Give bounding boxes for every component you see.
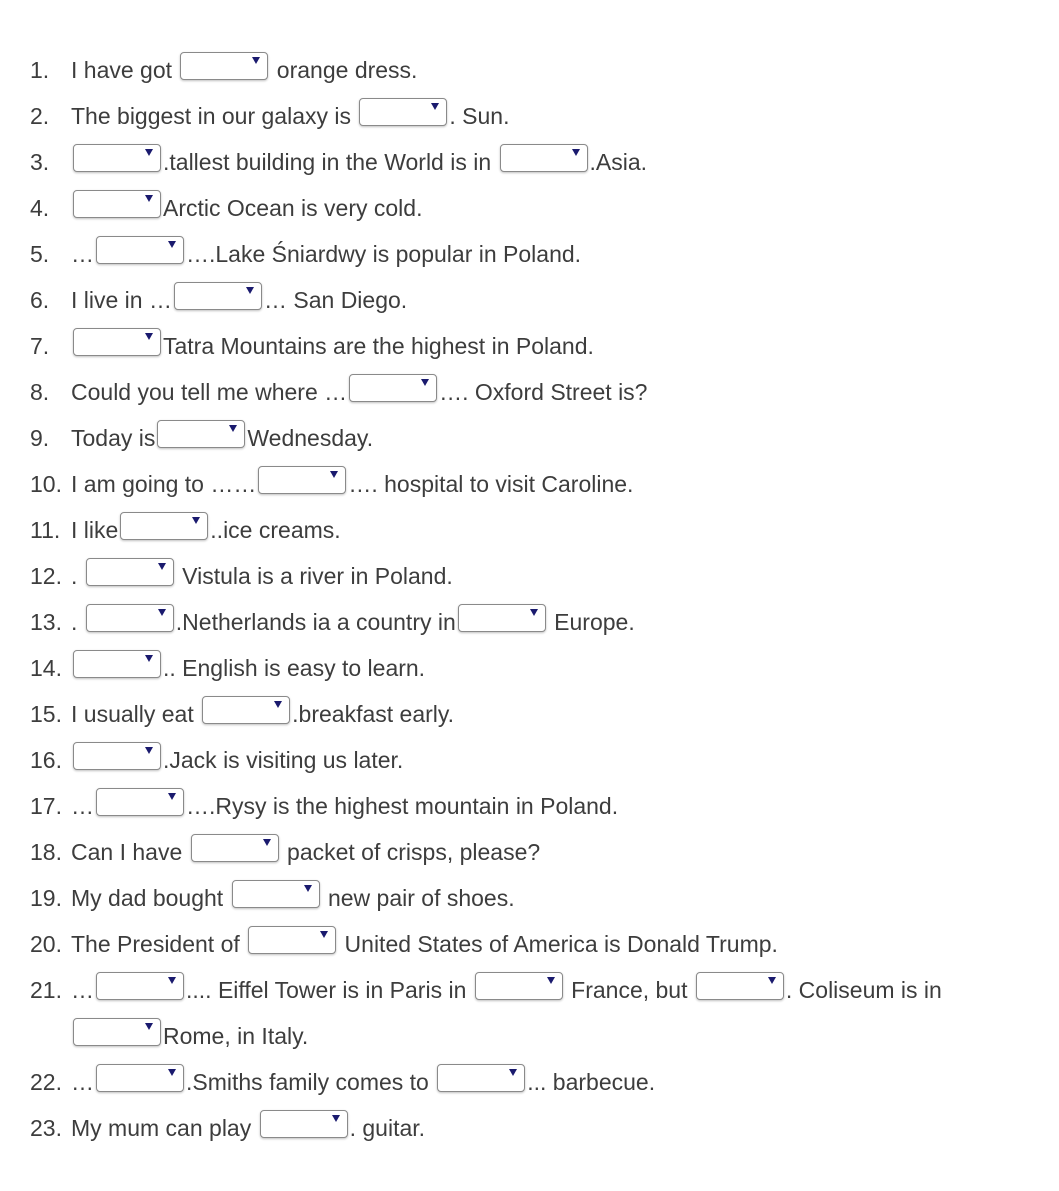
question-22 — [30, 1059, 1030, 1105]
sentence-fragment: My dad bought — [71, 885, 230, 911]
sentence-fragment: Europe. — [547, 609, 635, 635]
answer-dropdown-13-2[interactable] — [458, 604, 546, 632]
sentence-fragment: I live in … — [71, 287, 172, 313]
dropdown-arrow-icon — [145, 195, 153, 202]
dropdown-arrow-icon — [431, 103, 439, 110]
question-number: 17. — [30, 793, 62, 819]
answer-dropdown-21-1[interactable] — [96, 972, 184, 1000]
question-9 — [30, 415, 1030, 461]
question-text — [71, 323, 1011, 369]
answer-dropdown-14-1[interactable] — [73, 650, 161, 678]
question-5 — [30, 231, 1030, 277]
sentence-fragment: … — [71, 793, 94, 819]
question-number: 11. — [30, 517, 61, 543]
dropdown-arrow-icon — [145, 149, 153, 156]
question-number: 6. — [30, 287, 50, 313]
answer-dropdown-15-1[interactable] — [202, 696, 290, 724]
question-text — [71, 369, 1011, 415]
sentence-fragment: ... barbecue. — [527, 1069, 656, 1095]
sentence-fragment: . guitar. — [349, 1115, 426, 1141]
question-text — [71, 47, 1011, 93]
question-3 — [30, 139, 1030, 185]
answer-dropdown-20-1[interactable] — [248, 926, 336, 954]
sentence-fragment: … San Diego. — [263, 287, 408, 313]
dropdown-arrow-icon — [145, 655, 153, 662]
dropdown-arrow-icon — [145, 1023, 153, 1030]
answer-dropdown-12-1[interactable] — [86, 558, 174, 586]
question-number: 8. — [30, 379, 50, 405]
answer-dropdown-17-1[interactable] — [96, 788, 184, 816]
sentence-fragment: … — [71, 977, 94, 1003]
sentence-fragment: Wednesday. — [247, 425, 374, 451]
dropdown-arrow-icon — [168, 1069, 176, 1076]
question-number: 7. — [30, 333, 50, 359]
sentence-fragment: The President of — [71, 931, 247, 957]
sentence-fragment: I have got — [71, 57, 179, 83]
question-4 — [30, 185, 1030, 231]
question-text — [71, 277, 1011, 323]
question-text — [71, 921, 1011, 967]
question-text — [71, 875, 1011, 921]
question-text — [71, 185, 1011, 231]
dropdown-arrow-icon — [572, 149, 580, 156]
question-number: 12. — [30, 563, 62, 589]
answer-dropdown-5-1[interactable] — [96, 236, 184, 264]
sentence-fragment: Rome, in Italy. — [163, 1023, 309, 1049]
sentence-fragment: .Asia. — [589, 149, 648, 175]
question-14 — [30, 645, 1030, 691]
answer-dropdown-3-2[interactable] — [500, 144, 588, 172]
question-number: 4. — [30, 195, 50, 221]
sentence-fragment: .... Eiffel Tower is in Paris in — [186, 977, 473, 1003]
sentence-fragment: .Netherlands ia a country in — [175, 609, 456, 635]
question-number: 10. — [30, 471, 62, 497]
answer-dropdown-8-1[interactable] — [349, 374, 437, 402]
dropdown-arrow-icon — [274, 701, 282, 708]
question-text — [71, 553, 1011, 599]
dropdown-arrow-icon — [168, 241, 176, 248]
question-19 — [30, 875, 1030, 921]
answer-dropdown-7-1[interactable] — [73, 328, 161, 356]
sentence-fragment: . Sun. — [449, 103, 510, 129]
question-7 — [30, 323, 1030, 369]
dropdown-arrow-icon — [229, 425, 237, 432]
question-21 — [30, 967, 1030, 1059]
question-6 — [30, 277, 1030, 323]
question-text — [71, 93, 1011, 139]
answer-dropdown-19-1[interactable] — [232, 880, 320, 908]
sentence-fragment: United States of America is Donald Trump. — [338, 931, 778, 957]
sentence-fragment: I like — [71, 517, 119, 543]
sentence-fragment: Can I have — [71, 839, 189, 865]
question-number: 19. — [30, 885, 62, 911]
sentence-fragment: Vistula is a river in Poland. — [175, 563, 453, 589]
sentence-fragment: Could you tell me where … — [71, 379, 348, 405]
question-text — [71, 415, 1011, 461]
question-number: 21. — [30, 977, 62, 1003]
sentence-fragment: ..ice creams. — [210, 517, 341, 543]
dropdown-arrow-icon — [158, 563, 166, 570]
question-number: 23. — [30, 1115, 62, 1141]
question-16 — [30, 737, 1030, 783]
question-text — [71, 461, 1011, 507]
question-number: 22. — [30, 1069, 62, 1095]
answer-dropdown-4-1[interactable] — [73, 190, 161, 218]
question-number: 18. — [30, 839, 62, 865]
question-13 — [30, 599, 1030, 645]
dropdown-arrow-icon — [421, 379, 429, 386]
sentence-fragment: I am going to …… — [71, 471, 257, 497]
answer-dropdown-10-1[interactable] — [258, 466, 346, 494]
answer-dropdown-13-1[interactable] — [86, 604, 174, 632]
answer-dropdown-21-3[interactable] — [696, 972, 784, 1000]
dropdown-arrow-icon — [332, 1115, 340, 1122]
sentence-fragment: .. English is easy to learn. — [163, 655, 426, 681]
sentence-fragment: . — [71, 609, 84, 635]
answer-dropdown-18-1[interactable] — [191, 834, 279, 862]
dropdown-arrow-icon — [192, 517, 200, 524]
question-text — [71, 231, 1011, 277]
dropdown-arrow-icon — [252, 57, 260, 64]
question-15 — [30, 691, 1030, 737]
sentence-fragment: The biggest in our galaxy is — [71, 103, 358, 129]
question-number: 9. — [30, 425, 50, 451]
sentence-fragment: Today is — [71, 425, 156, 451]
sentence-fragment: France, but — [564, 977, 694, 1003]
question-text — [71, 139, 1011, 185]
answer-dropdown-2-1[interactable] — [359, 98, 447, 126]
question-8 — [30, 369, 1030, 415]
question-11 — [30, 507, 1030, 553]
sentence-fragment: .Smiths family comes to — [186, 1069, 436, 1095]
question-18 — [30, 829, 1030, 875]
question-number: 5. — [30, 241, 50, 267]
sentence-fragment: ….Lake Śniardwy is popular in Poland. — [186, 241, 582, 267]
question-10 — [30, 461, 1030, 507]
question-1 — [30, 47, 1030, 93]
question-23 — [30, 1105, 1030, 1151]
dropdown-arrow-icon — [145, 747, 153, 754]
question-17 — [30, 783, 1030, 829]
question-text — [71, 599, 1011, 645]
sentence-fragment: . Coliseum is in — [785, 977, 949, 1003]
answer-dropdown-21-2[interactable] — [475, 972, 563, 1000]
worksheet — [30, 47, 1030, 1151]
answer-dropdown-3-1[interactable] — [73, 144, 161, 172]
dropdown-arrow-icon — [768, 977, 776, 984]
question-text — [71, 737, 1011, 783]
sentence-fragment: orange dress. — [270, 57, 418, 83]
dropdown-arrow-icon — [263, 839, 271, 846]
question-number: 1. — [30, 57, 50, 83]
sentence-fragment: I usually eat — [71, 701, 201, 727]
question-number: 3. — [30, 149, 50, 175]
question-number: 2. — [30, 103, 50, 129]
answer-dropdown-11-1[interactable] — [120, 512, 208, 540]
dropdown-arrow-icon — [304, 885, 312, 892]
sentence-fragment: My mum can play — [71, 1115, 258, 1141]
question-number: 13. — [30, 609, 62, 635]
question-text — [71, 1105, 1011, 1151]
sentence-fragment: .tallest building in the World is in — [163, 149, 498, 175]
answer-dropdown-21-4[interactable] — [73, 1018, 161, 1046]
sentence-fragment: …. hospital to visit Caroline. — [348, 471, 634, 497]
answer-dropdown-9-1[interactable] — [157, 420, 245, 448]
question-2 — [30, 93, 1030, 139]
question-number: 14. — [30, 655, 62, 681]
question-text — [71, 967, 1011, 1059]
answer-dropdown-16-1[interactable] — [73, 742, 161, 770]
question-number: 16. — [30, 747, 62, 773]
answer-dropdown-23-1[interactable] — [260, 1110, 348, 1138]
answer-dropdown-1-1[interactable] — [180, 52, 268, 80]
sentence-fragment: new pair of shoes. — [321, 885, 515, 911]
question-20 — [30, 921, 1030, 967]
answer-dropdown-22-2[interactable] — [437, 1064, 525, 1092]
dropdown-arrow-icon — [330, 471, 338, 478]
question-12 — [30, 553, 1030, 599]
sentence-fragment: ….Rysy is the highest mountain in Poland. — [186, 793, 619, 819]
dropdown-arrow-icon — [145, 333, 153, 340]
question-text — [71, 1059, 1011, 1105]
question-text — [71, 829, 1011, 875]
answer-dropdown-6-1[interactable] — [174, 282, 262, 310]
sentence-fragment: .breakfast early. — [292, 701, 455, 727]
sentence-fragment: Arctic Ocean is very cold. — [163, 195, 423, 221]
sentence-fragment: … — [71, 241, 94, 267]
sentence-fragment: . — [71, 563, 84, 589]
sentence-fragment: .Jack is visiting us later. — [163, 747, 404, 773]
dropdown-arrow-icon — [158, 609, 166, 616]
sentence-fragment: …. Oxford Street is? — [439, 379, 648, 405]
dropdown-arrow-icon — [509, 1069, 517, 1076]
sentence-fragment: packet of crisps, please? — [280, 839, 541, 865]
question-text — [71, 691, 1011, 737]
question-number: 20. — [30, 931, 62, 957]
sentence-fragment: … — [71, 1069, 94, 1095]
question-number: 15. — [30, 701, 62, 727]
dropdown-arrow-icon — [530, 609, 538, 616]
question-text — [71, 507, 1011, 553]
dropdown-arrow-icon — [547, 977, 555, 984]
sentence-fragment: Tatra Mountains are the highest in Poland. — [163, 333, 594, 359]
dropdown-arrow-icon — [246, 287, 254, 294]
dropdown-arrow-icon — [168, 977, 176, 984]
question-text — [71, 783, 1011, 829]
dropdown-arrow-icon — [168, 793, 176, 800]
dropdown-arrow-icon — [320, 931, 328, 938]
question-text — [71, 645, 1011, 691]
answer-dropdown-22-1[interactable] — [96, 1064, 184, 1092]
